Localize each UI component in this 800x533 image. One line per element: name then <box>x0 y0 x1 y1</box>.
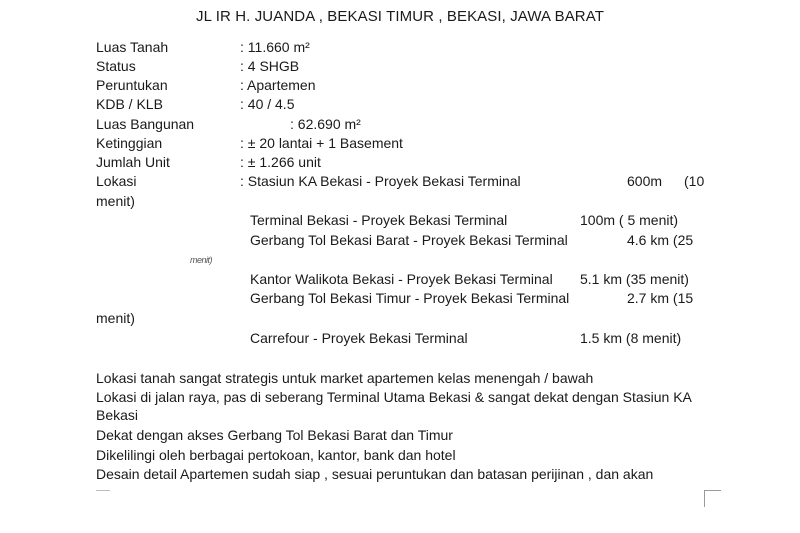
spec-value-kdb-klb: : 40 / 4.5 <box>240 96 295 112</box>
spec-label-peruntukan: Peruntukan <box>96 77 168 93</box>
lokasi-wrap-minute: menit) <box>96 310 135 326</box>
spec-value-luas-bangunan: : 62.690 m² <box>290 116 361 132</box>
spec-label-jumlah-unit: Jumlah Unit <box>96 154 170 170</box>
spec-label-status: Status <box>96 58 136 74</box>
note-surroundings: Dikelilingi oleh berbagai pertokoan, kantor, bank dan hotel <box>96 447 456 463</box>
lokasi-first-time: (10 <box>684 173 705 189</box>
lokasi-route-tol-barat: Gerbang Tol Bekasi Barat - Proyek Bekasi Terminal <box>250 232 568 248</box>
margin-corner-left <box>96 490 110 507</box>
lokasi-distance-tol-barat: 4.6 km (25 <box>627 232 694 248</box>
spec-value-lokasi: : Stasiun KA Bekasi - Proyek Bekasi Terminal <box>240 173 521 189</box>
spec-label-ketinggian: Ketinggian <box>96 135 163 151</box>
lokasi-route-walikota: Kantor Walikota Bekasi - Proyek Bekasi Terminal <box>250 271 553 287</box>
spec-value-status: : 4 SHGB <box>240 58 300 74</box>
note-design-ready: Desain detail Apartemen sudah siap , sesuai peruntukan dan batasan perijinan , dan akan <box>96 466 654 482</box>
lokasi-distance-walikota: 5.1 km (35 menit) <box>580 271 689 287</box>
lokasi-distance-carrefour: 1.5 km (8 menit) <box>580 330 682 346</box>
note-strategic-location: Lokasi tanah sangat strategis untuk market apartemen kelas menengah / bawah <box>96 370 594 386</box>
lokasi-route-carrefour: Carrefour - Proyek Bekasi Terminal <box>250 330 468 346</box>
note-road-location: Lokasi di jalan raya, pas di seberang Terminal Utama Bekasi & sangat dekat dengan Stasiun KA Bekasi <box>96 389 692 423</box>
lokasi-first-distance: 600m <box>627 173 663 189</box>
spec-value-ketinggian: : ± 20 lantai + 1 Basement <box>240 135 403 151</box>
spec-label-kdb-klb: KDB / KLB <box>96 96 163 112</box>
lokasi-route-tol-timur: Gerbang Tol Bekasi Timur - Proyek Bekasi Terminal <box>250 290 570 306</box>
scribbled-wrap-text: menit) <box>190 255 213 265</box>
spec-label-luas-tanah: Luas Tanah <box>96 39 169 55</box>
lokasi-wrap-text: menit) <box>96 193 135 209</box>
spec-label-luas-bangunan: Luas Bangunan <box>96 116 195 132</box>
spec-value-jumlah-unit: : ± 1.266 unit <box>240 154 321 170</box>
note-toll-access: Dekat dengan akses Gerbang Tol Bekasi Barat dan Timur <box>96 427 453 443</box>
spec-value-peruntukan: : Apartemen <box>240 77 316 93</box>
lokasi-route-terminal: Terminal Bekasi - Proyek Bekasi Terminal <box>250 212 508 228</box>
spec-label-lokasi: Lokasi <box>96 173 137 189</box>
lokasi-distance-terminal: 100m ( 5 menit) <box>580 212 679 228</box>
address-heading: JL IR H. JUANDA , BEKASI TIMUR , BEKASI, JAWA BARAT <box>196 8 604 25</box>
margin-corner-right <box>704 490 721 507</box>
lokasi-distance-tol-timur: 2.7 km (15 <box>627 290 694 306</box>
spec-value-luas-tanah: : 11.660 m² <box>240 39 310 55</box>
